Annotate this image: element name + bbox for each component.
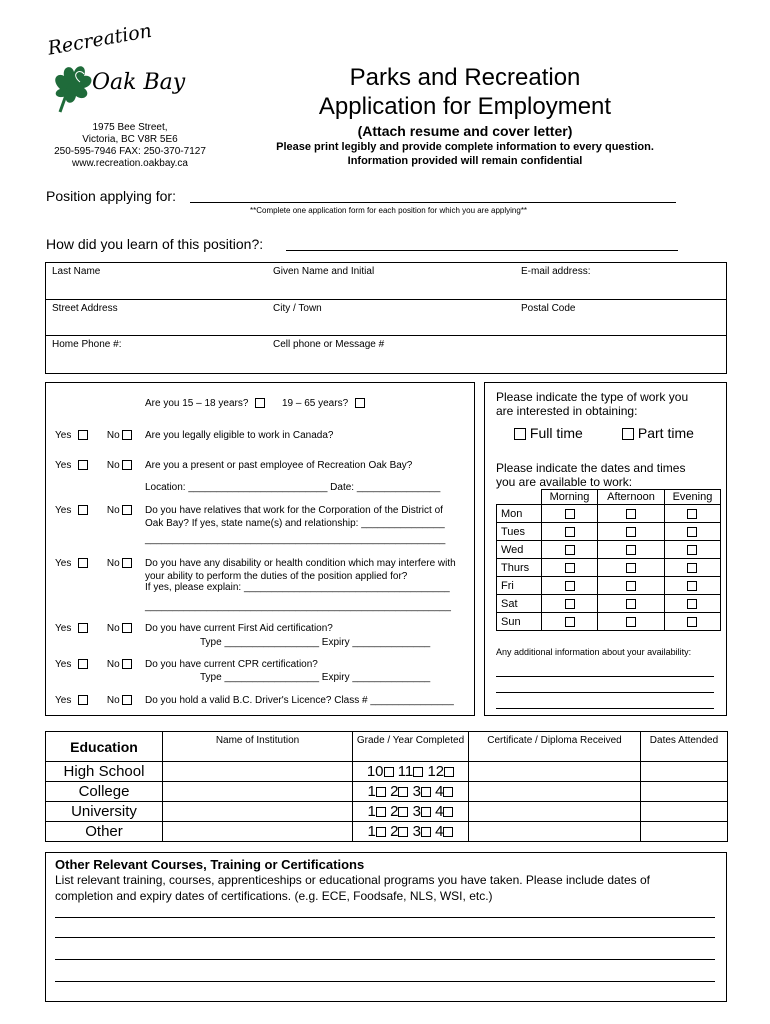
age-19-65-checkbox[interactable] <box>355 398 365 408</box>
q-disability-1: Do you have any disability or health condition which may interfere with <box>145 558 456 569</box>
email-field[interactable]: E-mail address: <box>521 266 591 277</box>
postal-field[interactable]: Postal Code <box>521 303 576 314</box>
availability-line-3[interactable] <box>496 708 714 709</box>
q-relatives-1: Do you have relatives that work for the Corporation of the District of <box>145 505 443 516</box>
logo-text-bottom: Oak Bay <box>92 70 186 95</box>
learn-label: How did you learn of this position?: <box>46 236 264 252</box>
level-label: University <box>46 802 163 822</box>
grade-checkbox[interactable] <box>444 767 454 777</box>
courses-box <box>45 852 727 1002</box>
logo-text-top: Recreation <box>46 19 154 60</box>
title-application: Application for Employment <box>318 93 612 120</box>
firstaid-no-checkbox[interactable] <box>122 623 132 633</box>
level-label: Other <box>46 822 163 842</box>
day-label: Thurs <box>497 559 542 577</box>
q-disability-3[interactable]: If yes, please explain: _____________________________________ <box>145 582 450 593</box>
courses-line-1[interactable] <box>55 917 715 918</box>
sun-evening-checkbox[interactable] <box>687 617 697 627</box>
education-row <box>46 802 728 822</box>
availability-table <box>496 489 721 631</box>
dates-cell[interactable] <box>641 782 728 802</box>
grade-header: Grade / Year Completed <box>353 732 469 762</box>
grade-checkbox[interactable] <box>421 827 431 837</box>
grade-checkbox[interactable] <box>443 787 453 797</box>
fri-afternoon-checkbox[interactable] <box>626 581 636 591</box>
certificate-cell[interactable] <box>469 802 641 822</box>
courses-line-3[interactable] <box>55 959 715 960</box>
org-city: Victoria, BC V8R 5E6 <box>82 134 178 145</box>
q-employee: Are you a present or past employee of Recreation Oak Bay? <box>145 460 413 471</box>
tues-afternoon-checkbox[interactable] <box>626 527 636 537</box>
print-note: Please print legibly and provide complete information to every question. <box>276 141 654 153</box>
mon-morning-checkbox[interactable] <box>565 509 575 519</box>
day-label: Tues <box>497 523 542 541</box>
grade-checkbox[interactable] <box>443 807 453 817</box>
thurs-morning-checkbox[interactable] <box>565 563 575 573</box>
position-label: Position applying for: <box>46 188 176 204</box>
education-row <box>46 782 728 802</box>
org-website: www.recreation.oakbay.ca <box>72 158 188 169</box>
q-disability-2: your ability to perform the duties of the position applied for? <box>145 571 408 582</box>
position-note: **Complete one application form for each position for which you are applying** <box>250 206 528 215</box>
relatives-yes-checkbox[interactable] <box>78 505 88 515</box>
full-time-option[interactable]: Full time <box>514 425 583 441</box>
licence-yes-checkbox[interactable] <box>78 695 88 705</box>
sat-evening-checkbox[interactable] <box>687 599 697 609</box>
day-label: Sat <box>497 595 542 613</box>
day-row <box>497 577 721 595</box>
grade-checkbox[interactable] <box>384 767 394 777</box>
given-name-field[interactable]: Given Name and Initial <box>273 266 375 277</box>
sat-afternoon-checkbox[interactable] <box>626 599 636 609</box>
cell-phone-field[interactable]: Cell phone or Message # <box>273 339 385 350</box>
day-row <box>497 505 721 523</box>
cpr-type-expiry[interactable]: Type _________________ Expiry ______________ <box>200 672 431 683</box>
grade-cell: 10 11 12 <box>353 762 469 782</box>
position-input-line[interactable] <box>190 202 676 203</box>
grade-checkbox[interactable] <box>376 827 386 837</box>
yes-no-eligible: Yes No <box>55 430 132 441</box>
confidential-note: Information provided will remain confidential <box>347 155 583 167</box>
employee-yes-checkbox[interactable] <box>78 460 88 470</box>
grade-checkbox[interactable] <box>398 827 408 837</box>
disability-yes-checkbox[interactable] <box>78 558 88 568</box>
last-name-field[interactable]: Last Name <box>52 266 101 277</box>
wed-morning-checkbox[interactable] <box>565 545 575 555</box>
yes-no-cpr: Yes No <box>55 659 132 670</box>
education-row <box>46 822 728 842</box>
home-phone-field[interactable]: Home Phone #: <box>52 339 122 350</box>
sat-morning-checkbox[interactable] <box>565 599 575 609</box>
grade-checkbox[interactable] <box>421 807 431 817</box>
certificate-header: Certificate / Diploma Received <box>469 732 641 762</box>
location-date-line[interactable]: Location: _________________________ Date: _______________ <box>145 482 441 493</box>
dates-cell[interactable] <box>641 762 728 782</box>
grade-checkbox[interactable] <box>376 787 386 797</box>
org-address-block <box>40 122 220 170</box>
level-label: College <box>46 782 163 802</box>
city-field[interactable]: City / Town <box>273 303 322 314</box>
grade-checkbox[interactable] <box>421 787 431 797</box>
wed-evening-checkbox[interactable] <box>687 545 697 555</box>
cpr-no-checkbox[interactable] <box>122 659 132 669</box>
yes-no-disability: Yes No <box>55 558 132 569</box>
eligible-yes-checkbox[interactable] <box>78 430 88 440</box>
certificate-cell[interactable] <box>469 822 641 842</box>
org-address: 1975 Bee Street, <box>92 122 168 133</box>
day-row <box>497 523 721 541</box>
day-label: Fri <box>497 577 542 595</box>
q-licence[interactable]: Do you hold a valid B.C. Driver's Licence? Class # _______________ <box>145 695 454 706</box>
day-row <box>497 595 721 613</box>
sun-morning-checkbox[interactable] <box>565 617 575 627</box>
personal-info-box <box>45 262 727 374</box>
institution-cell[interactable] <box>163 802 353 822</box>
firstaid-type-expiry[interactable]: Type _________________ Expiry ______________ <box>200 637 431 648</box>
grade-checkbox[interactable] <box>398 807 408 817</box>
courses-line-2[interactable] <box>55 937 715 938</box>
evening-header: Evening <box>664 490 720 505</box>
q-relatives-2[interactable]: Oak Bay? If yes, state name(s) and relationship: _______________ <box>145 518 445 529</box>
work-type-question: Please indicate the type of work you are interested in obtaining: <box>496 390 689 418</box>
wed-afternoon-checkbox[interactable] <box>626 545 636 555</box>
full-time-checkbox[interactable] <box>514 428 526 440</box>
afternoon-header: Afternoon <box>598 490 665 505</box>
day-label: Sun <box>497 613 542 631</box>
thurs-afternoon-checkbox[interactable] <box>626 563 636 573</box>
institution-header: Name of Institution <box>163 732 353 762</box>
learn-input-line[interactable] <box>286 250 678 251</box>
street-field[interactable]: Street Address <box>52 303 118 314</box>
yes-no-licence: Yes No <box>55 695 132 706</box>
grade-cell: 1 2 3 4 <box>353 782 469 802</box>
q-relatives-3[interactable]: ______________________________________________________ <box>145 534 446 545</box>
grade-checkbox[interactable] <box>376 807 386 817</box>
attach-note: (Attach resume and cover letter) <box>357 123 573 139</box>
additional-availability-label: Any additional information about your availability: <box>496 647 692 657</box>
dates-header: Dates Attended <box>641 732 728 762</box>
grade-checkbox[interactable] <box>413 767 423 777</box>
q-disability-4[interactable]: _______________________________________________________ <box>145 601 451 612</box>
dates-question: Please indicate the dates and times you are available to work: <box>496 461 686 489</box>
eligible-no-checkbox[interactable] <box>122 430 132 440</box>
grade-checkbox[interactable] <box>398 787 408 797</box>
firstaid-yes-checkbox[interactable] <box>78 623 88 633</box>
education-table <box>45 731 728 842</box>
institution-cell[interactable] <box>163 822 353 842</box>
title-parks: Parks and Recreation <box>349 64 581 91</box>
employee-no-checkbox[interactable] <box>122 460 132 470</box>
mon-evening-checkbox[interactable] <box>687 509 697 519</box>
part-time-option[interactable]: Part time <box>622 425 694 441</box>
level-label: High School <box>46 762 163 782</box>
grade-checkbox[interactable] <box>443 827 453 837</box>
tues-evening-checkbox[interactable] <box>687 527 697 537</box>
grade-cell: 1 2 3 4 <box>353 822 469 842</box>
availability-line-1[interactable] <box>496 676 714 677</box>
institution-cell[interactable] <box>163 762 353 782</box>
sun-afternoon-checkbox[interactable] <box>626 617 636 627</box>
morning-header: Morning <box>542 490 598 505</box>
cpr-yes-checkbox[interactable] <box>78 659 88 669</box>
courses-body-2: completion and expiry dates of certifications. (e.g. ECE, Foodsafe, NLS, WSI, etc.) <box>55 889 493 903</box>
day-label: Mon <box>497 505 542 523</box>
disability-no-checkbox[interactable] <box>122 558 132 568</box>
day-row <box>497 559 721 577</box>
certificate-cell[interactable] <box>469 782 641 802</box>
courses-line-4[interactable] <box>55 981 715 982</box>
availability-line-2[interactable] <box>496 692 714 693</box>
q-cpr: Do you have current CPR certification? <box>145 659 318 670</box>
yes-no-firstaid: Yes No <box>55 623 132 634</box>
yes-no-relatives: Yes No <box>55 505 132 516</box>
day-row <box>497 541 721 559</box>
fri-evening-checkbox[interactable] <box>687 581 697 591</box>
q-eligible: Are you legally eligible to work in Canada? <box>145 430 334 441</box>
dates-cell[interactable] <box>641 802 728 822</box>
grade-cell: 1 2 3 4 <box>353 802 469 822</box>
day-label: Wed <box>497 541 542 559</box>
courses-title: Other Relevant Courses, Training or Certifications <box>55 857 365 872</box>
day-row <box>497 613 721 631</box>
thurs-evening-checkbox[interactable] <box>687 563 697 573</box>
part-time-checkbox[interactable] <box>622 428 634 440</box>
q-firstaid: Do you have current First Aid certification? <box>145 623 333 634</box>
mon-afternoon-checkbox[interactable] <box>626 509 636 519</box>
relatives-no-checkbox[interactable] <box>122 505 132 515</box>
institution-cell[interactable] <box>163 782 353 802</box>
age-15-18-checkbox[interactable] <box>255 398 265 408</box>
dates-cell[interactable] <box>641 822 728 842</box>
tues-morning-checkbox[interactable] <box>565 527 575 537</box>
yes-no-employee: Yes No <box>55 460 132 471</box>
licence-no-checkbox[interactable] <box>122 695 132 705</box>
certificate-cell[interactable] <box>469 762 641 782</box>
courses-body-1: List relevant training, courses, apprenticeships or educational programs you have taken. Please include dates of <box>55 873 651 887</box>
age-question: Are you 15 – 18 years? 19 – 65 years? <box>145 398 365 409</box>
education-row <box>46 762 728 782</box>
fri-morning-checkbox[interactable] <box>565 581 575 591</box>
org-phone: 250-595-7946 FAX: 250-370-7127 <box>54 146 206 157</box>
education-heading: Education <box>46 732 163 762</box>
